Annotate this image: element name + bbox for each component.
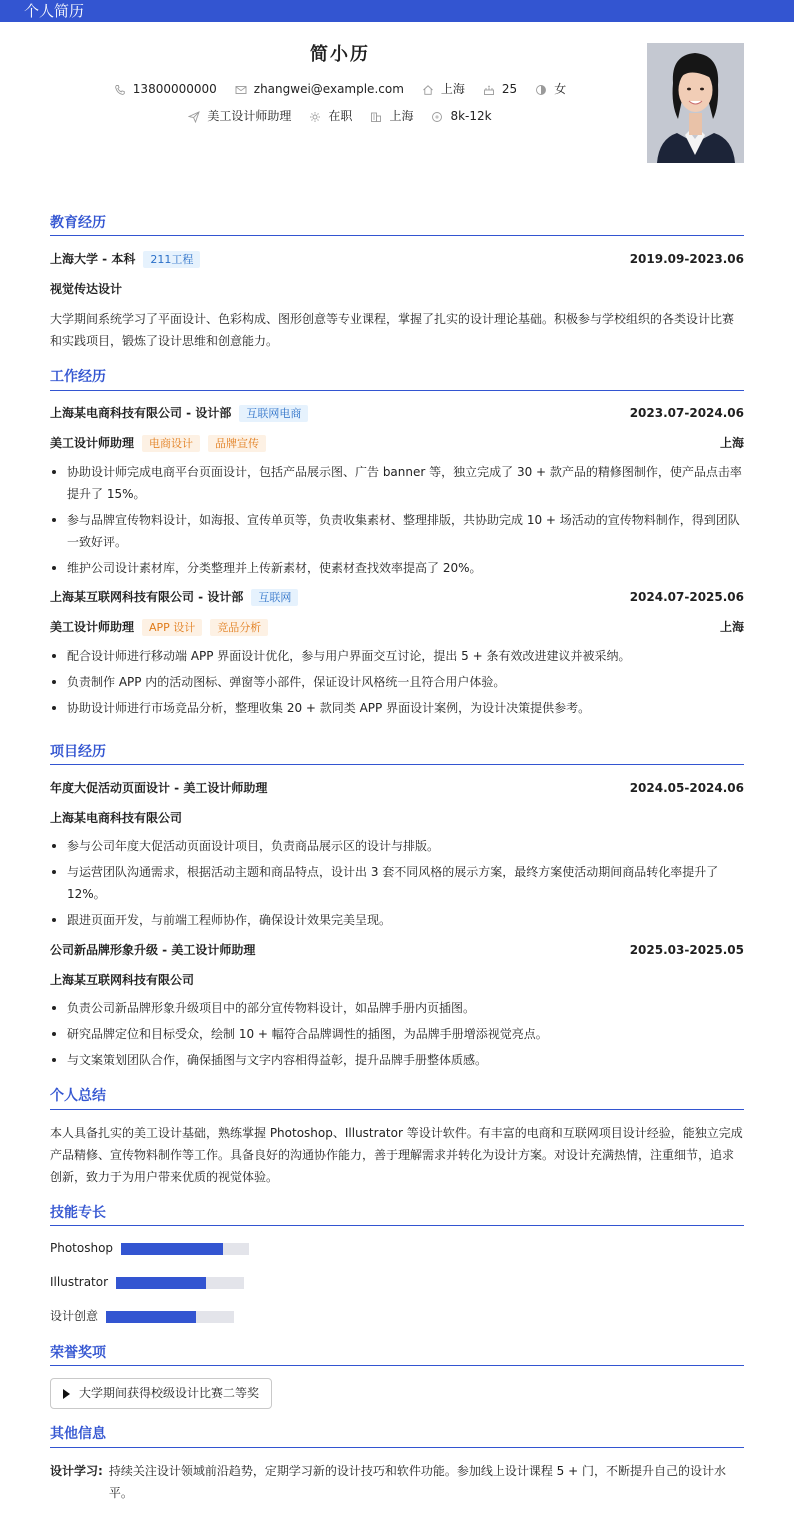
phone-number: 13800000000	[132, 82, 217, 96]
honor-item: 大学期间获得校级设计比赛二等奖	[79, 1386, 260, 1401]
gender: 女	[554, 82, 567, 96]
list-item: 协助设计师进行市场竞品分析，整理收集 20 + 款同类 APP 界面设计案例，为设计决策提供参考。	[50, 697, 744, 719]
building-icon	[370, 111, 382, 123]
list-item: 与运营团队沟通需求，根据活动主题和商品特点，设计出 3 套不同风格的展示方案，最终方案使活动期间商品转化率提升了 12%。	[50, 861, 744, 905]
skill-bar	[121, 1243, 249, 1255]
skill-bar	[106, 1311, 234, 1323]
skill-bar-fill	[116, 1277, 206, 1289]
send-icon	[188, 111, 200, 123]
phone-info	[114, 80, 217, 99]
age-icon	[483, 84, 495, 96]
work-bullets	[50, 461, 744, 579]
list-item: 负责公司新品牌形象升级项目中的部分宣传物料设计，如品牌手册内页插图。	[50, 997, 744, 1019]
job-title: 美工设计师助理	[207, 109, 292, 123]
target-city-info	[370, 107, 413, 126]
education-date: 2019.09-2023.06	[629, 251, 744, 266]
project-bullets	[50, 997, 744, 1071]
gear-icon	[309, 111, 321, 123]
employment-status: 在职	[328, 109, 353, 123]
work-item	[50, 403, 744, 579]
project-item	[50, 939, 744, 1071]
contact-row	[50, 80, 630, 99]
education-desc: 大学期间系统学习了平面设计、色彩构成、图形创意等专业课程，掌握了扎实的设计理论基础。积极参与学校组织的各类设计比赛和实践项目，锻炼了设计思维和创意能力。	[50, 312, 735, 349]
work-date: 2024.07-2025.06	[629, 590, 744, 605]
city: 上海	[440, 82, 465, 96]
list-item: 与文案策划团队合作，确保插图与文字内容相得益彰，提升品牌手册整体质感。	[50, 1049, 744, 1071]
age: 25	[501, 82, 518, 96]
project-date: 2025.03-2025.05	[629, 942, 744, 957]
triangle-right-icon	[63, 1389, 70, 1399]
work-location: 上海	[719, 436, 744, 451]
status-info	[309, 107, 352, 126]
honor-toggle[interactable]	[50, 1378, 272, 1409]
skill-bar	[116, 1277, 244, 1289]
summary-section	[50, 1085, 744, 1187]
project-head	[50, 777, 744, 799]
skills-list	[50, 1238, 744, 1340]
summary-title: 个人总结	[50, 1085, 744, 1109]
education-title: 教育经历	[50, 212, 744, 236]
list-item: 研究品牌定位和目标受众，绘制 10 + 幅符合品牌调性的插图，为品牌手册增添视觉亮点。	[50, 1023, 744, 1045]
person-name: 简小历	[310, 44, 370, 65]
other-text: 持续关注设计领域前沿趋势，定期学习新的设计技巧和软件功能。参加线上设计课程 5 + 门，不断提升自己的设计水平。	[108, 1463, 726, 1500]
project-head	[50, 939, 744, 961]
gender-icon	[535, 84, 547, 96]
skill-name: Illustrator	[50, 1275, 109, 1290]
skill-bar-fill	[106, 1311, 196, 1323]
work-section	[50, 366, 744, 718]
project-bullets	[50, 835, 744, 931]
major: 视觉传达设计	[50, 282, 123, 297]
city-info	[422, 80, 465, 99]
resume-page	[0, 22, 794, 1504]
industry-tag: 互联网	[251, 589, 298, 606]
list-item: 参与品牌宣传物料设计，如海报、宣传单页等，负责收集素材、整理排版，共协助完成 10 + 场活动的宣传物料制作，得到团队一致好评。	[50, 509, 744, 553]
work-role-row	[50, 433, 744, 455]
project-item	[50, 777, 744, 931]
skill-tag: 品牌宣传	[208, 435, 266, 452]
education-section	[50, 212, 744, 352]
role-name: 美工设计师助理	[50, 436, 135, 451]
projects-title: 项目经历	[50, 741, 744, 765]
project-name: 公司新品牌形象升级 - 美工设计师助理	[50, 942, 256, 957]
phone-icon	[114, 84, 126, 96]
list-item: 参与公司年度大促活动页面设计项目，负责商品展示区的设计与排版。	[50, 835, 744, 857]
project-company: 上海某互联网科技有限公司	[50, 973, 195, 988]
skill-tag: 竞品分析	[210, 619, 268, 636]
other-section	[50, 1423, 744, 1503]
home-icon	[422, 84, 434, 96]
honors-section	[50, 1342, 744, 1409]
other-title: 其他信息	[50, 1423, 744, 1447]
expected-salary: 8k-12k	[450, 109, 492, 123]
company-name: 上海某电商科技有限公司 - 设计部	[50, 406, 232, 421]
gender-info	[535, 80, 566, 99]
other-info	[50, 1460, 744, 1504]
work-location: 上海	[719, 620, 744, 635]
other-label: 设计学习:	[50, 1463, 103, 1478]
skill-item	[50, 1306, 403, 1328]
company-name: 上海某互联网科技有限公司 - 设计部	[50, 590, 244, 605]
project-company: 上海某电商科技有限公司	[50, 811, 183, 826]
top-bar	[0, 0, 794, 22]
projects-section	[50, 741, 744, 1071]
work-bullets	[50, 645, 744, 719]
role-name: 美工设计师助理	[50, 620, 135, 635]
skill-item	[50, 1272, 403, 1294]
honors-title: 荣誉奖项	[50, 1342, 744, 1366]
work-date: 2023.07-2024.06	[629, 406, 744, 421]
resume-header	[50, 22, 744, 198]
email-info	[235, 80, 404, 99]
list-item: 跟进页面开发，与前端工程师协作，确保设计效果完美呈现。	[50, 909, 744, 931]
industry-tag: 互联网电商	[239, 405, 308, 422]
skill-name: Photoshop	[50, 1241, 114, 1256]
list-item: 配合设计师进行移动端 APP 界面设计优化，参与用户界面交互讨论，提出 5 + 条有效改进建议并被采纳。	[50, 645, 744, 667]
skill-bar-fill	[121, 1243, 223, 1255]
salary-info	[431, 107, 491, 126]
project-name: 年度大促活动页面设计 - 美工设计师助理	[50, 780, 268, 795]
work-head	[50, 403, 744, 425]
job-intent-row	[50, 107, 630, 126]
profile-photo	[647, 43, 744, 163]
work-role-row	[50, 617, 744, 639]
education-head	[50, 248, 744, 270]
summary-text: 本人具备扎实的美工设计基础，熟练掌握 Photoshop、Illustrator 等设计软件。有丰富的电商和互联网项目设计经验，能独立完成产品精修、宣传物料制作等工作。具备良好的沟通协作能力，善于理解需求并转化为设计方案。对设计充满热情，注重细节，追求创新，致力于为用户带来优质的视觉体验。	[50, 1125, 743, 1184]
target-city: 上海	[389, 109, 414, 123]
skill-name: 设计创意	[50, 1309, 99, 1324]
skills-title: 技能专长	[50, 1202, 744, 1226]
skill-tag: 电商设计	[142, 435, 200, 452]
mail-icon	[235, 84, 247, 96]
work-title: 工作经历	[50, 366, 744, 390]
job-title-info	[188, 107, 291, 126]
coin-icon	[431, 111, 443, 123]
document-title: 个人简历	[24, 2, 85, 20]
list-item: 负责制作 APP 内的活动图标、弹窗等小部件，保证设计风格统一且符合用户体验。	[50, 671, 744, 693]
skills-section	[50, 1202, 744, 1340]
list-item: 协助设计师完成电商平台页面设计，包括产品展示图、广告 banner 等，独立完成了 30 + 款产品的精修图制作，使产品点击率提升了 15%。	[50, 461, 744, 505]
work-head	[50, 587, 744, 609]
work-item	[50, 587, 744, 719]
skill-item	[50, 1238, 403, 1260]
email-address: zhangwei@example.com	[253, 82, 404, 96]
skill-tag: APP 设计	[142, 619, 202, 636]
school-name: 上海大学 - 本科	[50, 251, 136, 266]
age-info	[483, 80, 517, 99]
list-item: 维护公司设计素材库，分类整理并上传新素材，使素材查找效率提高了 20%。	[50, 557, 744, 579]
project-date: 2024.05-2024.06	[629, 780, 744, 795]
school-tag: 211工程	[143, 251, 200, 268]
